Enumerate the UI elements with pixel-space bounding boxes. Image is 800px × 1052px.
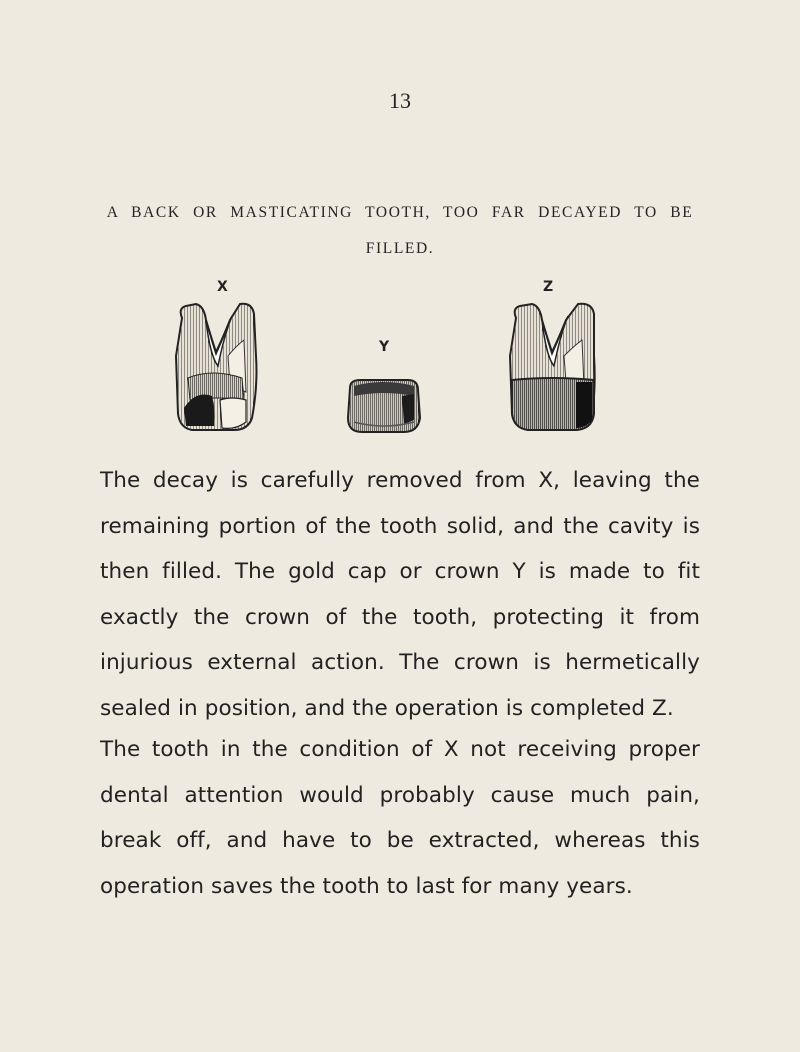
tooth-illustration [0, 276, 800, 446]
figure-label-z: Z [543, 279, 554, 295]
paragraph-outcome: The tooth in the condition of X not receiving proper dental attention would probably cause much pain, break off, and have to be extracted, whereas this operation saves the tooth to last for many years. [100, 737, 700, 899]
paragraph-procedure: The decay is carefully removed from X, leaving the remaining portion of the tooth solid, and the cavity is then filled. The gold cap or crown Y is made to fit exactly the crown of the tooth, protecting it from injurious external action. The crown is hermetically sealed in position, and the operation is completed Z. [100, 468, 700, 721]
figure-label-y: Y [379, 339, 390, 355]
decayed-tooth-drawing [172, 296, 260, 434]
gold-crown-drawing [344, 376, 424, 436]
crowned-tooth-drawing [506, 296, 600, 434]
figure-label-x: X [217, 279, 228, 295]
figure-heading-line-1: A BACK OR MASTICATING TOOTH, TOO FAR DECAYED TO BE [106, 204, 694, 221]
figure-heading-line-2: FILLED. [365, 240, 435, 257]
page-number: 13 [389, 88, 411, 113]
